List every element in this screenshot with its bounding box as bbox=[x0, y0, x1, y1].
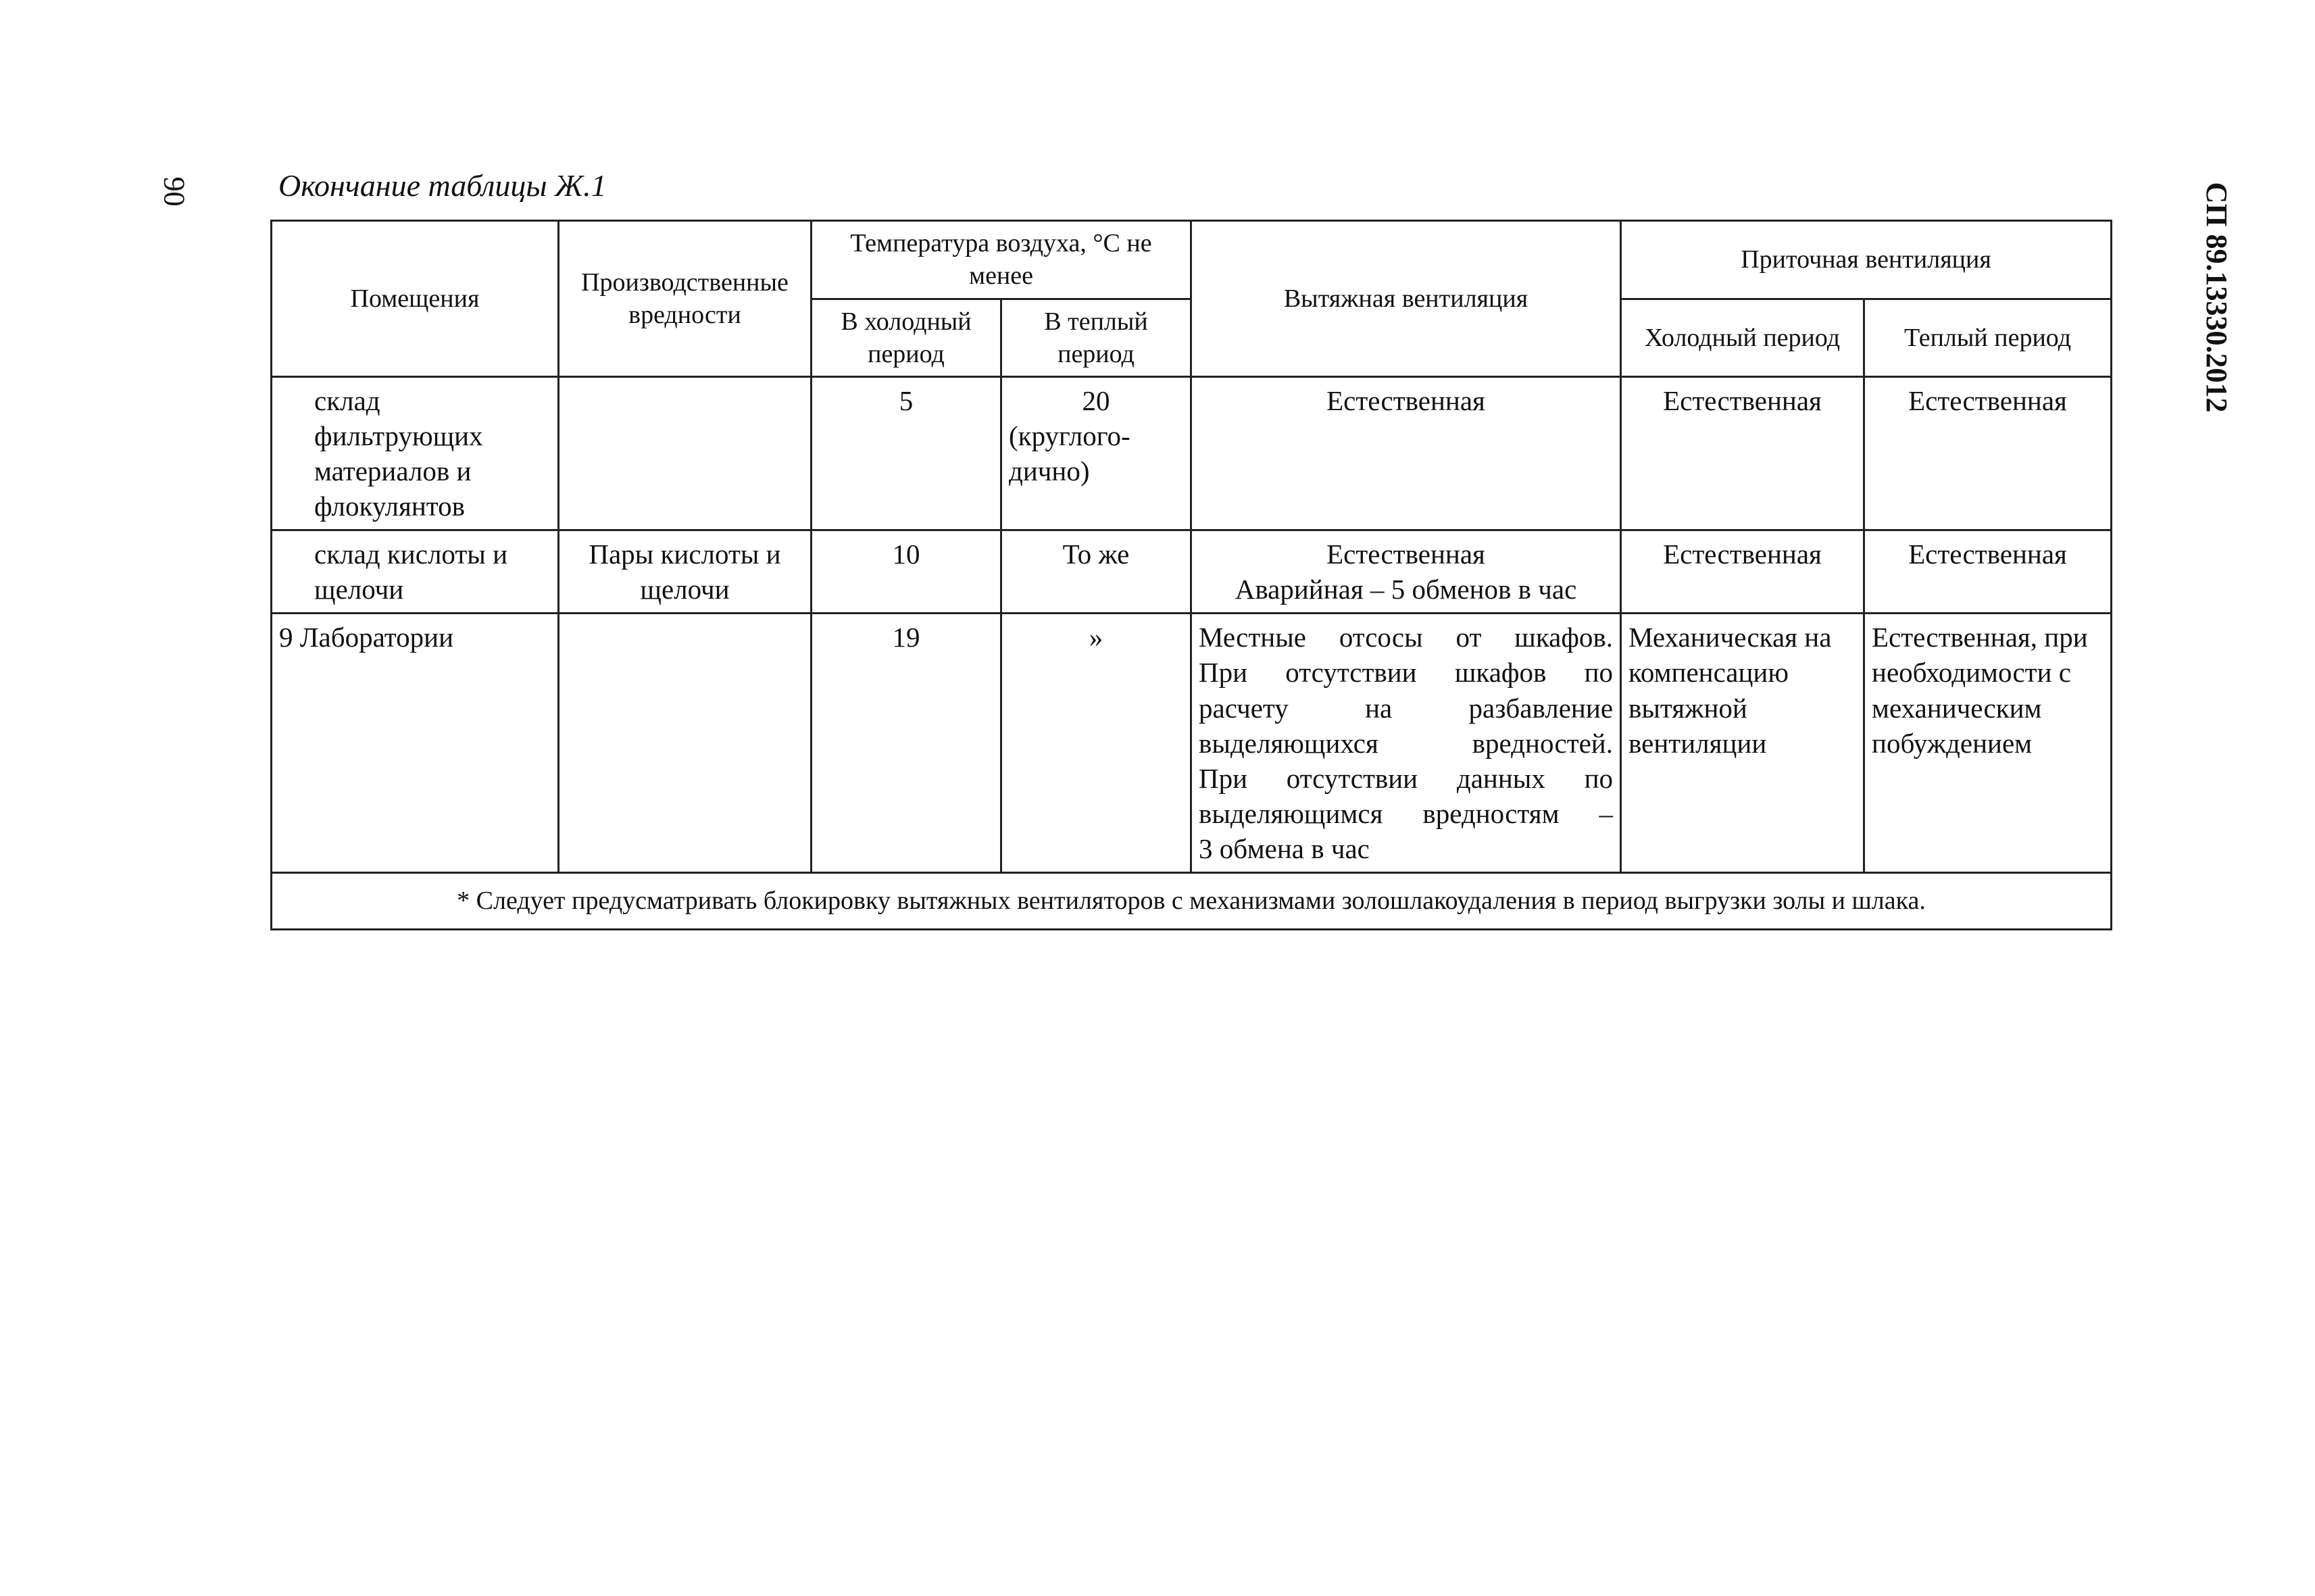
exhaust-line: При отсутствии данных по bbox=[1199, 762, 1614, 794]
header-cold-period: В холодный период bbox=[812, 299, 1001, 377]
exhaust-cell bbox=[1191, 530, 1621, 614]
exhaust-cell bbox=[1191, 614, 1621, 872]
temp-warm-line: (круглого- bbox=[1009, 420, 1130, 452]
footnote-row bbox=[272, 872, 2112, 929]
exhaust-line: выделяющимся вредностям – bbox=[1199, 797, 1614, 829]
room-name: склад кислоты и щелочи bbox=[272, 530, 559, 614]
temp-warm-line: » bbox=[1089, 622, 1103, 653]
supply-cold-cell: Естественная bbox=[1621, 377, 1864, 530]
exhaust-line: Естественная bbox=[1326, 385, 1485, 416]
header-supply-warm: Теплый период bbox=[1864, 299, 2112, 377]
supply-warm-cell: Естественная, при необходимости с механическим побуждением bbox=[1864, 614, 2112, 872]
table-row bbox=[272, 614, 2112, 872]
header-supply-cold: Холодный период bbox=[1621, 299, 1864, 377]
table-footnote: * Следует предусматривать блокировку вытяжных вентиляторов с механизмами золошлакоудаления в период выгрузки золы и шлака. bbox=[272, 872, 2112, 929]
document-code: СП 89.13330.2012 bbox=[2200, 182, 2233, 413]
header-rooms: Помещения bbox=[272, 221, 559, 377]
header-exhaust: Вытяжная вентиляция bbox=[1191, 221, 1621, 377]
header-air-temperature: Температура воздуха, °С не менее bbox=[812, 221, 1191, 299]
temp-warm-line: 20 bbox=[1082, 385, 1110, 416]
temp-warm-cell bbox=[1001, 377, 1191, 530]
temp-cold-cell: 10 bbox=[812, 530, 1001, 614]
hazards-cell: Пары кислоты и щелочи bbox=[559, 530, 812, 614]
header-warm-period: В теплый период bbox=[1001, 299, 1191, 377]
temp-warm-line: дично) bbox=[1009, 455, 1090, 487]
page-number: 90 bbox=[157, 176, 191, 207]
exhaust-line: 3 обмена в час bbox=[1199, 832, 1370, 864]
supply-warm-cell: Естественная bbox=[1864, 530, 2112, 614]
table-caption: Окончание таблицы Ж.1 bbox=[278, 168, 607, 203]
room-name: склад фильтрующих материалов и флокулянтов bbox=[272, 377, 559, 530]
exhaust-cell bbox=[1191, 377, 1621, 530]
exhaust-line: Местные отсосы от шкафов. bbox=[1199, 622, 1614, 653]
exhaust-line: При отсутствии шкафов по bbox=[1199, 657, 1614, 689]
room-name: 9 Лаборатории bbox=[272, 614, 559, 872]
exhaust-line: Аварийная – 5 обменов в час bbox=[1235, 574, 1577, 605]
hazards-cell bbox=[559, 377, 812, 530]
ventilation-table bbox=[270, 220, 2112, 930]
temp-warm-line: То же bbox=[1062, 539, 1130, 570]
supply-cold-cell: Естественная bbox=[1621, 530, 1864, 614]
hazards-cell bbox=[559, 614, 812, 872]
supply-cold-cell: Механическая на компенсацию вытяжной вентиляции bbox=[1621, 614, 1864, 872]
header-row-1 bbox=[272, 221, 2112, 299]
header-hazards: Производственные вредности bbox=[559, 221, 812, 377]
temp-warm-cell bbox=[1001, 614, 1191, 872]
temp-cold-cell: 19 bbox=[812, 614, 1001, 872]
supply-warm-cell: Естественная bbox=[1864, 377, 2112, 530]
header-supply: Приточная вентиляция bbox=[1621, 221, 2112, 299]
exhaust-line: Естественная bbox=[1326, 539, 1485, 570]
exhaust-line: расчету на разбавление bbox=[1199, 692, 1614, 724]
exhaust-line: выделяющихся вредностей. bbox=[1199, 727, 1614, 759]
temp-warm-cell bbox=[1001, 530, 1191, 614]
temp-cold-cell: 5 bbox=[812, 377, 1001, 530]
table-row bbox=[272, 377, 2112, 530]
table-row bbox=[272, 530, 2112, 614]
